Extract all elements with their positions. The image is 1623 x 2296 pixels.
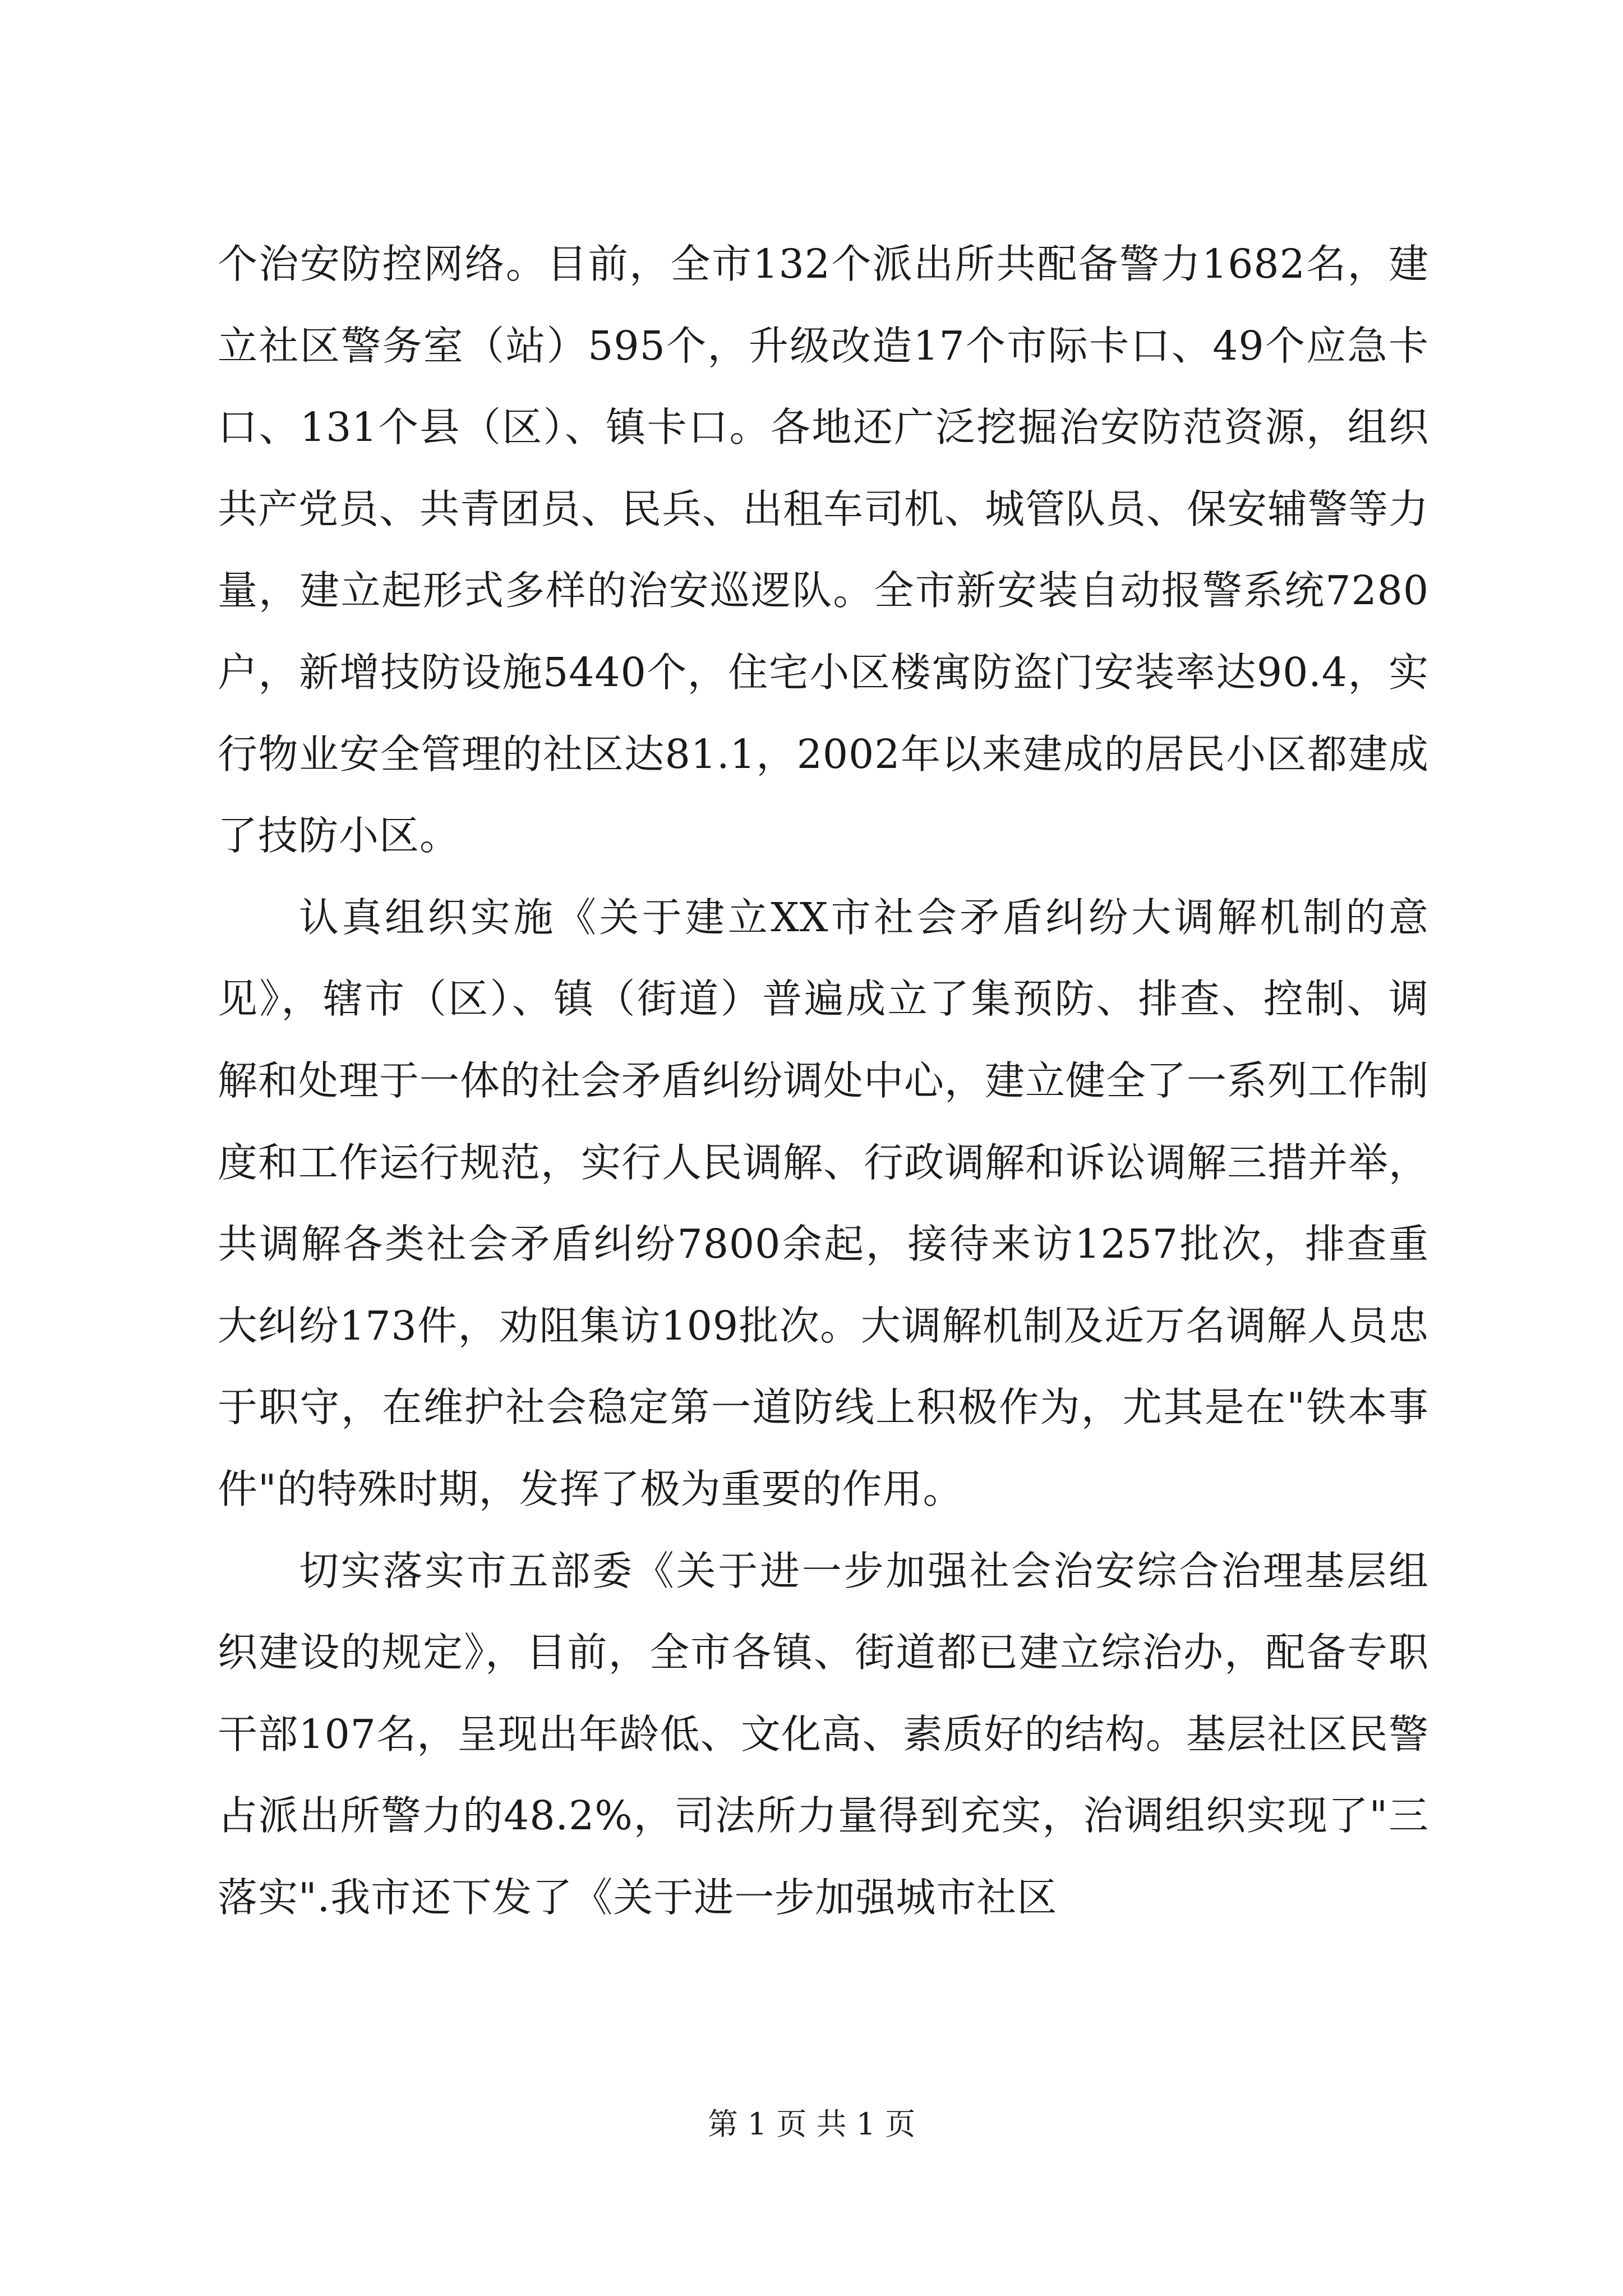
paragraph: 个治安防控网络。目前，全市132个派出所共配备警力1682名，建立社区警务室（站）595个，升级改造17个市际卡口、49个应急卡口、131个县（区）、镇卡口。各地还广泛挖掘治安防范资源，组织共产党员、共青团员、民兵、出租车司机、城管队员、保安辅警等力量，建立起形式多样的治安巡逻队。全市新安装自动报警系统7280户，新增技防设施5440个，住宅小区楼寓防盗门安装率达90.4，实行物业安全管理的社区达81.1，2002年以来建成的居民小区都建成了技防小区。 <box>218 241 1430 859</box>
document-body <box>218 223 1429 1938</box>
page-number-label: 第 1 页 共 1 页 <box>707 2106 916 2142</box>
paragraph: 切实落实市五部委《关于进一步加强社会治安综合治理基层组织建设的规定》，目前，全市各镇、街道都已建立综治办，配备专职干部107名，呈现出年龄低、文化高、素质好的结构。基层社区民警占派出所警力的48.2%，司法所力量得到充实，治调组织实现了"三落实".我市还下发了《关于进一步加强城市社区 <box>218 1547 1429 1921</box>
page-footer <box>0 2105 1623 2144</box>
paragraph: 认真组织实施《关于建立XX市社会矛盾纠纷大调解机制的意见》，辖市（区）、镇（街道）普遍成立了集预防、排查、控制、调解和处理于一体的社会矛盾纠纷调处中心，建立健全了一系列工作制度和工作运行规范，实行人民调解、行政调解和诉讼调解三措并举，共调解各类社会矛盾纠纷7800余起，接待来访1257批次，排查重大纠纷173件，劝阻集访109批次。大调解机制及近万名调解人员忠于职守，在维护社会稳定第一道防线上积极作为，尤其是在"铁本事件"的特殊时期，发挥了极为重要的作用。 <box>218 894 1430 1512</box>
